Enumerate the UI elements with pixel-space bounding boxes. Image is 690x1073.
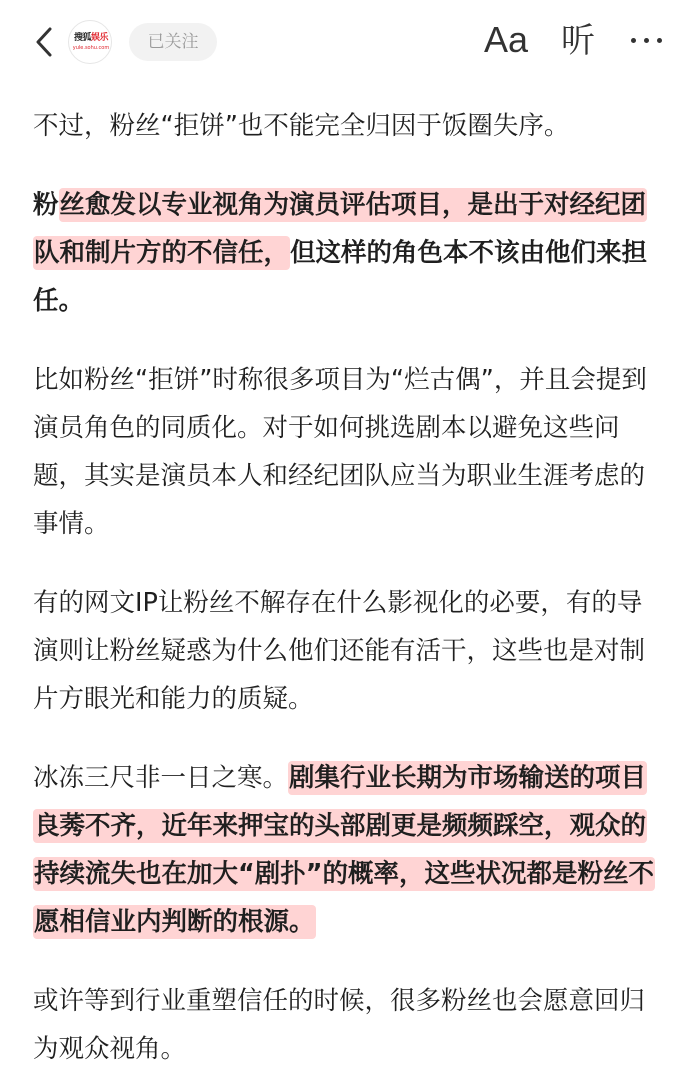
top-bar — [0, 0, 690, 88]
font-size-button[interactable]: Aa — [484, 19, 529, 60]
paragraph-1: 不过，粉丝“拒饼”也不能完全归因于饭圈失序。 — [33, 111, 570, 141]
logo-url: yule.sohu.com — [72, 45, 110, 51]
followed-button[interactable]: 已关注 — [129, 23, 217, 61]
paragraph-2-rest: 但这样的角色本不该由他们来担任。 — [33, 238, 648, 316]
paragraph-5 — [33, 754, 663, 946]
paragraph-3: 比如粉丝“拒饼”时称很多项目为“烂古偶”，并且会提到演员角色的同质化。对于如何挑选剧本以避免这些问题，其实是演员本人和经纪团队应当为职业生涯考虑的事情。 — [33, 365, 647, 539]
logo-text-sohu: 搜狐 — [73, 33, 91, 43]
listen-button[interactable]: 听 — [561, 21, 595, 61]
more-dot — [631, 38, 636, 43]
more-button[interactable] — [628, 34, 664, 48]
paragraph-2-lead: 粉 — [33, 190, 59, 220]
chevron-left-icon — [30, 24, 60, 60]
highlighted-text: 剧集行业长期为市场输送的项目良莠不齐，近年来押宝的头部剧更是频频踩空，观众的持续流失也在加大“剧扑”的概率，这些状况都是粉丝不愿相信业内判断的根源。 — [34, 763, 655, 937]
paragraph-5-plain: 冰冻三尺非一日之寒。 — [33, 763, 289, 793]
back-button[interactable] — [30, 24, 60, 60]
sohu-logo — [69, 33, 112, 44]
highlighted-text: 丝愈发以专业视角为演员评估项目，是出于对经纪团队和制片方的不信任， — [34, 190, 647, 268]
publisher-avatar[interactable] — [68, 20, 112, 64]
more-dot — [657, 38, 662, 43]
paragraph-4: 有的网文IP让粉丝不解存在什么影视化的必要，有的导演则让粉丝疑惑为什么他们还能有活干，这些也是对制片方眼光和能力的质疑。 — [33, 588, 646, 714]
logo-text-yule: 娱乐 — [91, 33, 109, 43]
article-body — [33, 102, 663, 1073]
paragraph-6: 或许等到行业重塑信任的时候，很多粉丝也会愿意回归为观众视角。 — [33, 986, 646, 1064]
paragraph-2 — [33, 181, 663, 325]
more-dot — [644, 38, 649, 43]
